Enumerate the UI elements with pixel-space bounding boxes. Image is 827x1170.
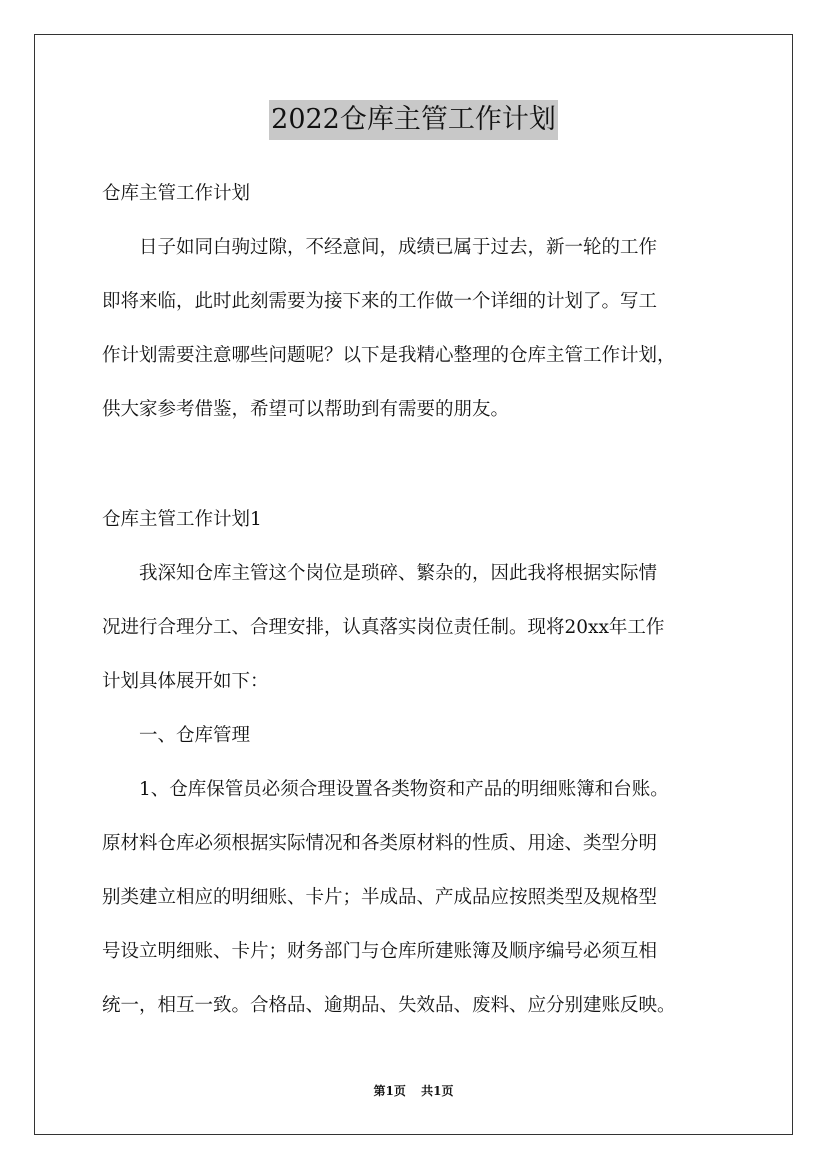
paragraph-line: 日子如同白驹过隙，不经意间，成绩已属于过去，新一轮的工作 — [102, 237, 658, 258]
paragraph-line: 计划具体展开如下： — [102, 671, 269, 692]
page-footer — [0, 1082, 827, 1100]
page-total: 共1页 — [421, 1084, 454, 1098]
paragraph-line: 作计划需要注意哪些问题呢？以下是我精心整理的仓库主管工作计划， — [102, 345, 676, 366]
paragraph-line: 号设立明细账、卡片；财务部门与仓库所建账簿及顺序编号必须互相 — [102, 941, 658, 962]
paragraph-line: 统一，相互一致。合格品、逾期品、失效品、废料、应分别建账反映。 — [102, 995, 676, 1016]
section-heading: 仓库主管工作计划1 — [102, 509, 262, 530]
paragraph-line: 1、仓库保管员必须合理设置各类物资和产品的明细账簿和台账。 — [102, 779, 669, 800]
paragraph-line: 即将来临，此时此刻需要为接下来的工作做一个详细的计划了。写工 — [102, 291, 658, 312]
paragraph-line: 别类建立相应的明细账、卡片；半成品、产成品应按照类型及规格型 — [102, 887, 658, 908]
page-number: 第1页 — [373, 1084, 406, 1098]
paragraph-line: 原材料仓库必须根据实际情况和各类原材料的性质、用途、类型分明 — [102, 833, 658, 854]
paragraph-line: 我深知仓库主管这个岗位是琐碎、繁杂的，因此我将根据实际情 — [102, 563, 658, 584]
paragraph-line: 供大家参考借鉴，希望可以帮助到有需要的朋友。 — [102, 399, 510, 420]
paragraph-line: 况进行合理分工、合理安排，认真落实岗位责任制。现将20xx年工作 — [102, 617, 665, 638]
section-heading: 仓库主管工作计划 — [102, 183, 251, 204]
document-title: 2022仓库主管工作计划 — [269, 100, 558, 140]
title-container — [0, 100, 827, 140]
subheading: 一、仓库管理 — [102, 725, 251, 746]
